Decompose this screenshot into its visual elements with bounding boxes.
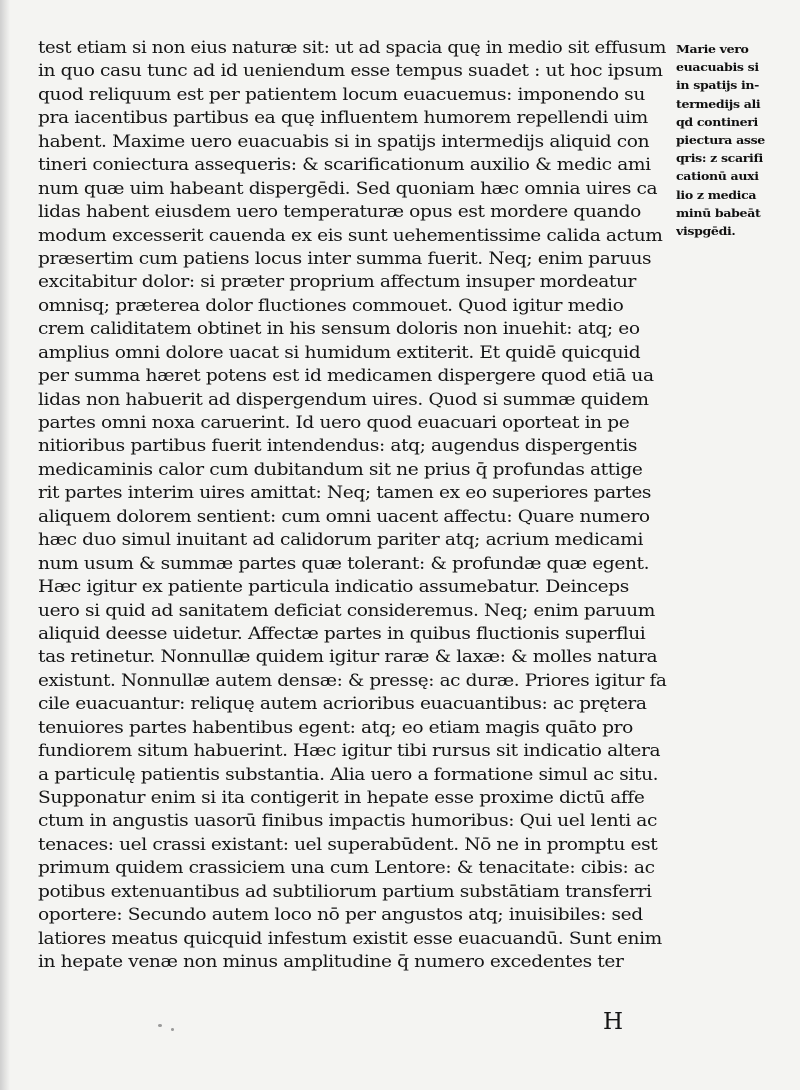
text-line: pra iacentibus partibus ea quę influentem humorem repellendi uim <box>38 108 648 128</box>
text-line: hæc duo simul inuitant ad calidorum pariter atq; acrium medicami <box>38 530 644 550</box>
text-line: test etiam si non eius naturæ sit: ut ad spacia quę in medio sit effusum <box>38 38 667 57</box>
text-line: omnisq; præterea dolor fluctiones commouet. Quod igitur medio <box>38 295 624 315</box>
text-line: Supponatur enim si ita contigerit in hepate esse proxime dictū affe <box>38 788 645 807</box>
text-line: num usum & summæ partes quæ tolerant: & profundæ quæ egent. <box>38 553 650 573</box>
margin-note-line: vispgēdi. <box>676 223 736 238</box>
text-line: præsertim cum patiens locus inter summa fuerit. Neq; enim paruus <box>38 248 652 268</box>
text-line: cile euacuantur: reliquę autem acrioribus euacuantibus: ac prętera <box>38 694 647 714</box>
text-line: tenuiores partes habentibus egent: atq; eo etiam magis quāto pro <box>38 717 633 737</box>
text-line: amplius omni dolore uacat si humidum extiterit. Et quidē quicquid <box>38 342 641 362</box>
margin-note-line: qris: z scarifi <box>676 151 763 166</box>
margin-note-line: cationū auxi <box>676 169 759 184</box>
text-line: uero si quid ad sanitatem deficiat consideremus. Neq; enim paruum <box>38 600 655 620</box>
text-line: latiores meatus quicquid infestum existit esse euacuandū. Sunt enim <box>38 928 662 948</box>
text-line: quod reliquum est per patientem locum euacuemus: imponendo su <box>38 84 645 104</box>
text-line: potibus extenuantibus ad subtiliorum partium substātiam transferri <box>38 881 652 901</box>
text-line: per summa hæret potens est id medicamen dispergere quod etiā ua <box>38 366 654 386</box>
text-line: tas retinetur. Nonnullæ quidem igitur raræ & laxæ: & molles natura <box>38 647 658 667</box>
text-line: partes omni noxa caruerint. Id uero quod euacuari oporteat in pe <box>38 413 630 432</box>
text-line: oportere: Secundo autem loco nō per angustos atq; inuisibiles: sed <box>38 905 643 925</box>
margin-note-line: lio z medica <box>676 187 757 202</box>
margin-note-line: euacuabis si <box>676 60 759 75</box>
margin-note-line: termedijs ali <box>676 96 761 111</box>
margin-note-line: piectura asse <box>676 132 765 147</box>
page-gutter-shadow <box>0 0 10 1090</box>
text-line: tenaces: uel crassi existant: uel superabūdent. Nō ne in promptu est <box>38 834 658 854</box>
text-line: num quæ uim habeant dispergēdi. Sed quoniam hæc omnia uires ca <box>38 178 658 198</box>
margin-note-line: minū babeāt <box>676 205 761 220</box>
text-line: existunt. Nonnullæ autem densæ: & pressę: ac duræ. Priores igitur fa <box>38 670 667 690</box>
text-line: in quo casu tunc ad id ueniendum esse tempus suadet : ut hoc ipsum <box>38 61 663 81</box>
text-line: lidas non habuerit ad dispergendum uires. Quod si summæ quidem <box>38 389 649 409</box>
margin-note-line: qd contineri <box>676 114 758 129</box>
text-line: habent. Maxime uero euacuabis si in spatijs intermedijs aliquid con <box>38 131 650 151</box>
text-line: a particulę patientis substantia. Alia uero a formatione simul ac situ. <box>38 764 659 784</box>
text-line: crem caliditatem obtinet in his sensum doloris non inuehit: atq; eo <box>38 319 640 339</box>
text-line: lidas habent eiusdem uero temperaturæ opus est mordere quando <box>38 202 641 222</box>
text-line: primum quidem crassiciem una cum Lentore: & tenacitate: cibis: ac <box>38 858 655 878</box>
text-line: Hæc igitur ex patiente particula indicatio assumebatur. Deinceps <box>38 577 629 597</box>
text-line: modum excesserit cauenda ex eis sunt uehementissime calida actum <box>38 225 663 245</box>
text-line: rit partes interim uires amittat: Neq; tamen ex eo superiores partes <box>38 483 652 503</box>
margin-note-line: in spatijs in- <box>676 78 760 93</box>
margin-note-line: Marie vero <box>676 42 749 56</box>
main-text-block <box>38 36 668 974</box>
text-line: tineri coniectura assequeris: & scarificationum auxilio & medic ami <box>38 155 651 175</box>
text-line: nitioribus partibus fuerit intendendus: atq; augendus dispergentis <box>38 436 638 456</box>
ink-speck <box>158 1024 162 1027</box>
text-line: in hepate venæ non minus amplitudine q̄ numero excedentes ter <box>38 952 624 972</box>
marginal-gloss <box>676 40 796 240</box>
text-line: fundiorem situm habuerint. Hæc igitur tibi rursus sit indicatio altera <box>38 741 661 761</box>
text-line: aliquem dolorem sentient: cum omni uacent affectu: Quare numero <box>38 506 650 526</box>
ink-speck <box>171 1028 174 1031</box>
signature-mark: H <box>603 1009 624 1035</box>
text-line: medicaminis calor cum dubitandum sit ne prius q̄ profundas attige <box>38 459 643 479</box>
text-line: aliquid deesse uidetur. Affectæ partes in quibus fluctionis superflui <box>38 623 646 643</box>
text-line: ctum in angustis uasorū finibus impactis humoribus: Qui uel lenti ac <box>38 811 658 831</box>
text-line: excitabitur dolor: si præter proprium affectum insuper mordeatur <box>38 272 637 292</box>
